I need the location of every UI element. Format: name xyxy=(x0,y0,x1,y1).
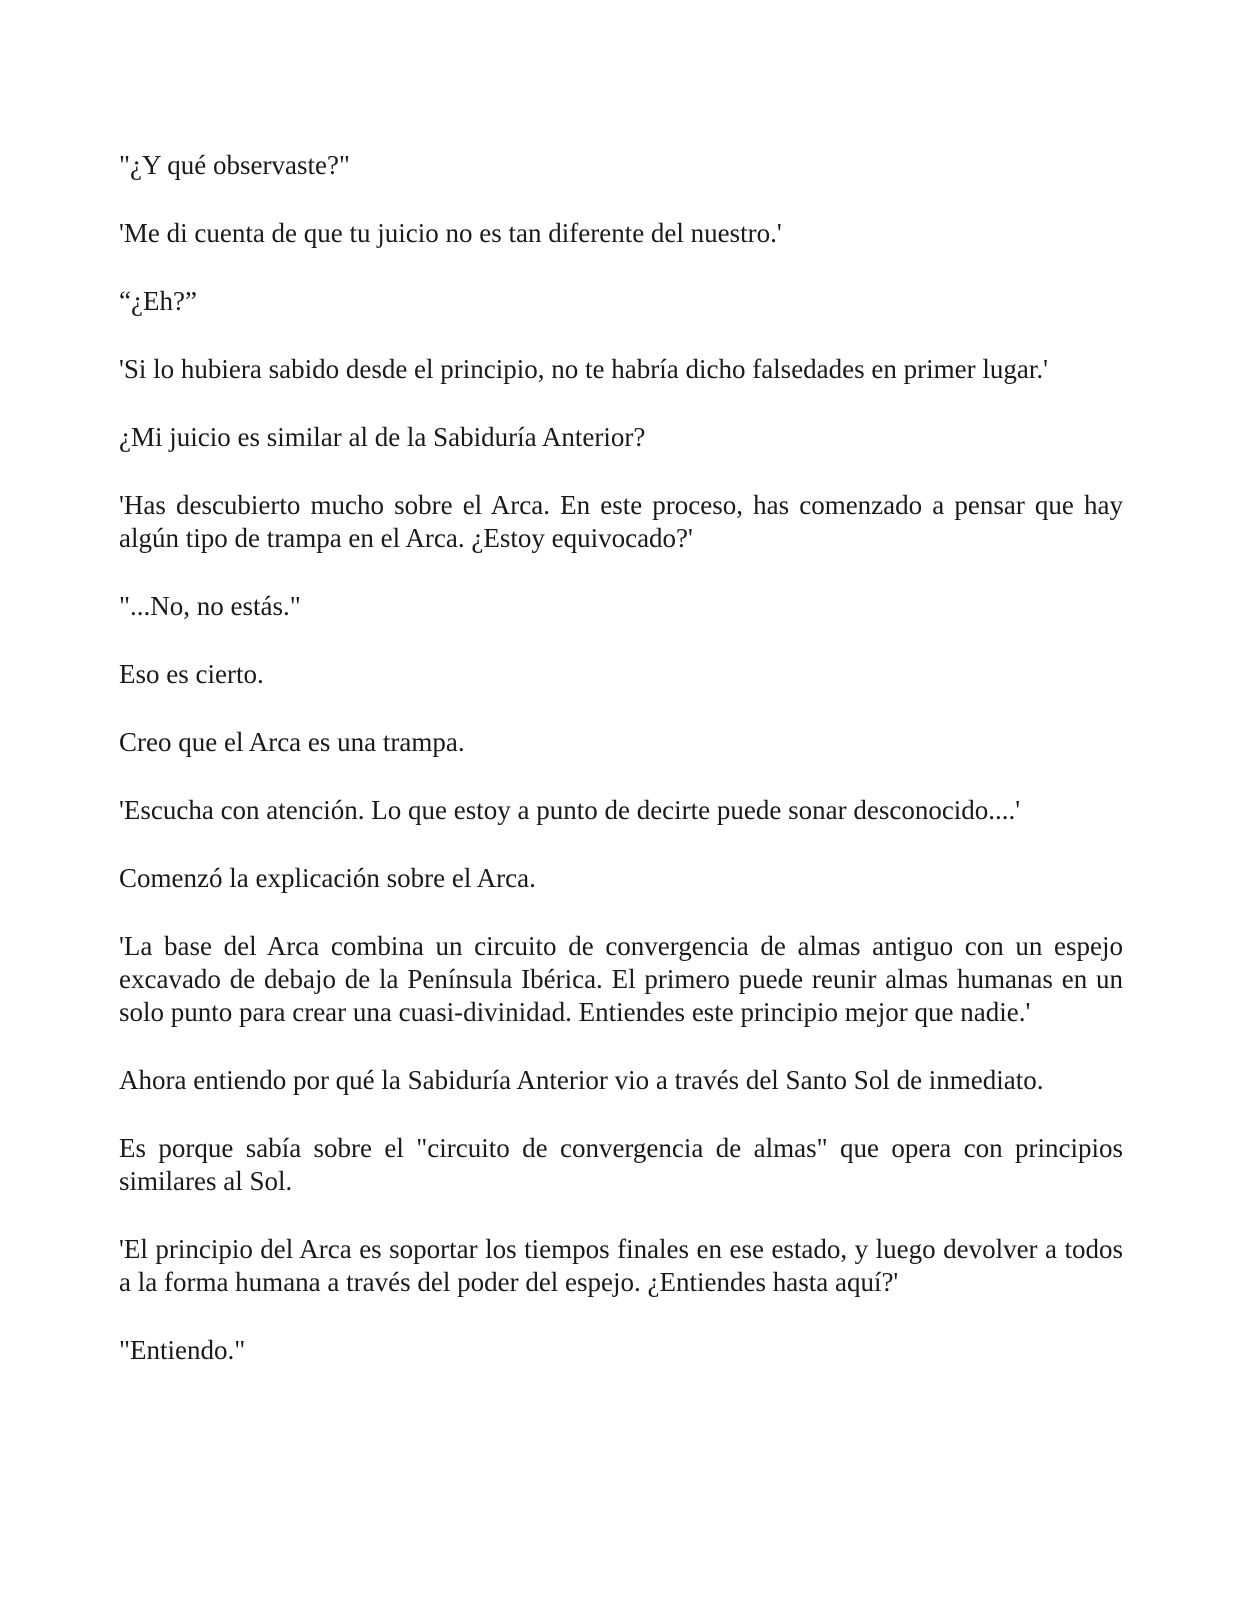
paragraph: "Entiendo." xyxy=(119,1335,246,1365)
paragraph: 'Escucha con atención. Lo que estoy a punto de decirte puede sonar desconocido....' xyxy=(119,795,1021,825)
paragraph: 'La base del Arca combina un circuito de convergencia de almas antiguo con un espejo excavado de debajo de la Península Ibérica. El primero puede reunir almas humanas en un solo punto para crear una cuasi-divinidad. Entiendes este principio mejor que nadie.' xyxy=(119,931,1123,1027)
document-body xyxy=(119,149,1123,1402)
paragraph: Eso es cierto. xyxy=(119,659,264,689)
paragraph: Es porque sabía sobre el "circuito de convergencia de almas" que opera con principios similares al Sol. xyxy=(119,1133,1123,1196)
paragraph: 'El principio del Arca es soportar los tiempos finales en ese estado, y luego devolver a todos a la forma humana a través del poder del espejo. ¿Entiendes hasta aquí?' xyxy=(119,1234,1123,1297)
paragraph: ¿Mi juicio es similar al de la Sabiduría Anterior? xyxy=(119,422,646,452)
paragraph: 'Si lo hubiera sabido desde el principio, no te habría dicho falsedades en primer lugar.' xyxy=(119,354,1048,384)
paragraph: 'Me di cuenta de que tu juicio no es tan diferente del nuestro.' xyxy=(119,218,782,248)
paragraph: “¿Eh?” xyxy=(119,286,197,316)
paragraph: Ahora entiendo por qué la Sabiduría Anterior vio a través del Santo Sol de inmediato. xyxy=(119,1065,1044,1095)
paragraph: 'Has descubierto mucho sobre el Arca. En este proceso, has comenzado a pensar que hay algún tipo de trampa en el Arca. ¿Estoy equivocado?' xyxy=(119,490,1123,553)
paragraph: "...No, no estás." xyxy=(119,591,301,621)
paragraph: Creo que el Arca es una trampa. xyxy=(119,727,465,757)
paragraph: "¿Y qué observaste?" xyxy=(119,150,350,180)
paragraph: Comenzó la explicación sobre el Arca. xyxy=(119,863,536,893)
